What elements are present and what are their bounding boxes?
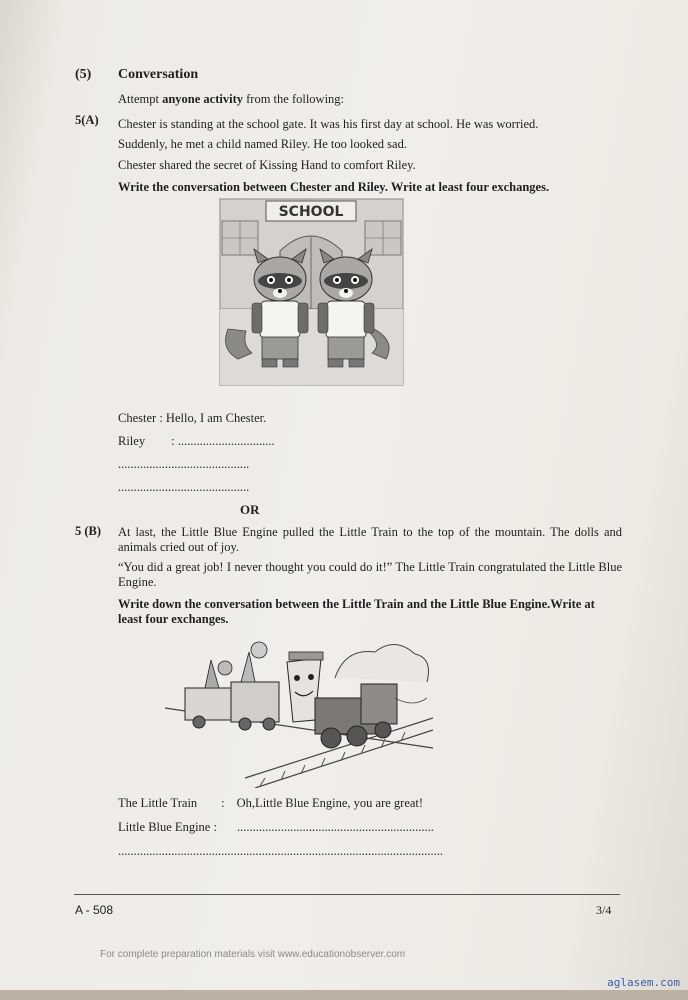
dialogue-riley: Riley : ............................... <box>118 434 275 448</box>
raccoons-school-illustration <box>219 198 404 386</box>
page-number: 3/4 <box>596 903 612 917</box>
dialogue-little-blue-engine: Little Blue Engine : ............................................................... <box>118 820 434 834</box>
section-instruction: Attempt anyone activity from the following: <box>118 92 345 106</box>
part-a-line-1: Chester is standing at the school gate. It was his first day at school. He was worried. <box>118 117 539 131</box>
question-label-5a: 5(A) <box>75 113 99 127</box>
watermark-text: aglasem.com <box>607 976 680 989</box>
answer-blank-line-1: .......................................... <box>118 457 250 471</box>
section-title: Conversation <box>118 67 199 82</box>
or-divider: OR <box>240 502 260 517</box>
footnote-text: For complete preparation materials visit www.educationobserver.com <box>100 949 406 960</box>
answer-blank-line-2: .......................................... <box>118 480 250 494</box>
part-b-paragraph-1: At last, the Little Blue Engine pulled the Little Train to the top of the mountain. The dolls and animals cried out of joy. <box>118 525 622 554</box>
dialogue-little-train: The Little Train : Oh,Little Blue Engine, you are great! <box>118 796 424 810</box>
page-edge <box>0 990 688 1000</box>
part-b-paragraph-2: “You did a great job! I never thought you could do it!” The Little Train congratulated the Little Blue Engine. <box>118 560 622 589</box>
part-a-task: Write the conversation between Chester and Riley. Write at least four exchanges. <box>118 180 550 194</box>
answer-blank-line-3: ........................................................................................................ <box>118 844 443 858</box>
question-label-5b: 5 (B) <box>75 524 102 538</box>
part-b-task: Write down the conversation between the Little Train and the Little Blue Engine.Write at least four exchanges. <box>118 597 595 626</box>
footer-rule <box>74 894 620 895</box>
section-number: (5) <box>75 67 92 82</box>
dialogue-chester: Chester : Hello, I am Chester. <box>118 411 267 425</box>
part-a-line-3: Chester shared the secret of Kissing Hand to comfort Riley. <box>118 158 416 172</box>
school-sign: SCHOOL <box>278 204 344 220</box>
train-illustration <box>165 638 433 788</box>
part-a-line-2: Suddenly, he met a child named Riley. He too looked sad. <box>118 137 407 151</box>
paper-code: A - 508 <box>75 903 114 917</box>
